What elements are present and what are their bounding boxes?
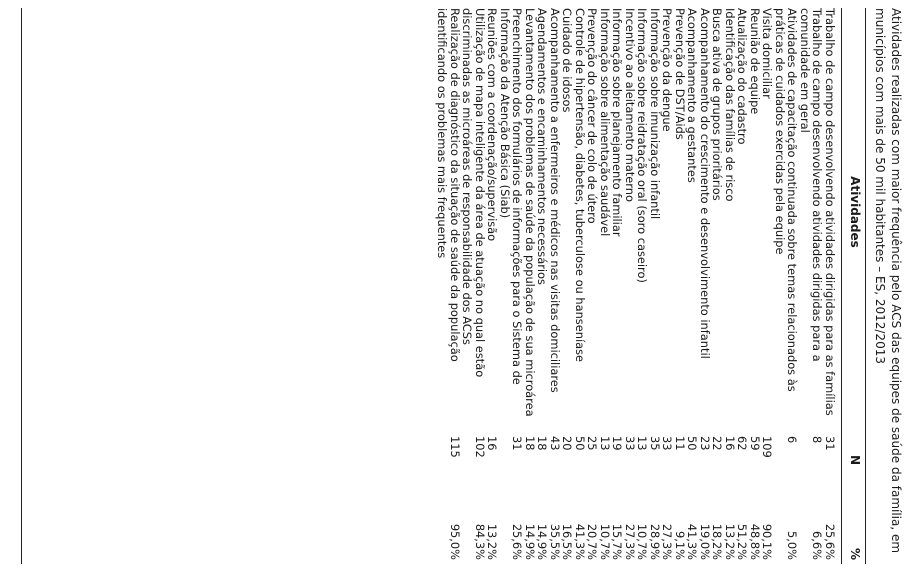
percent-cell: 25,6% — [510, 523, 525, 560]
activity-cell: Trabalho de campo desenvolvendo atividades dirigidas para as famílias — [823, 8, 837, 416]
count-cell: 23 — [698, 436, 712, 451]
table-row — [761, 8, 774, 564]
table-row — [536, 8, 549, 564]
activity-cell: Acompanhamento do crescimento e desenvolvimento infantil — [698, 8, 712, 359]
count-cell: 16 — [485, 436, 500, 451]
count-cell: 19 — [610, 436, 625, 451]
table-row — [499, 8, 524, 564]
percent-cell: 95,0% — [448, 523, 462, 560]
table-row — [574, 8, 587, 564]
header-n: N — [848, 454, 862, 466]
table-row — [549, 8, 562, 564]
activity-cell: Acompanhamento a enfermeiros e médicos nas visitas domiciliares — [548, 8, 562, 393]
table-row — [736, 8, 749, 564]
activity-cell: Controle de hipertensão, diabetes, tuberculose ou hanseníase — [573, 8, 587, 363]
count-cell: 13 — [635, 436, 650, 451]
count-cell: 18 — [535, 436, 550, 451]
table-row — [461, 8, 486, 564]
table-row — [686, 8, 699, 564]
count-cell: 25 — [585, 436, 600, 451]
count-cell: 35 — [648, 436, 662, 451]
table-row — [649, 8, 662, 564]
table-row — [699, 8, 712, 564]
percent-cell: 27,3% — [623, 523, 637, 560]
percent-cell: 13,2% — [485, 523, 500, 560]
table-row — [724, 8, 737, 564]
table-row — [674, 8, 687, 564]
activity-cell: Realização de diagnóstico da situação de saúde da população identificando os problemas mais frequentes — [435, 8, 462, 362]
activity-cell: Identificação das famílias de risco — [723, 8, 737, 202]
activity-cell: Levantamento dos problemas de saúde da população de sua microárea — [523, 8, 537, 417]
percent-cell: 41,3% — [573, 523, 587, 560]
count-cell: 20 — [560, 436, 575, 451]
activity-cell: Acompanhamento a gestantes — [685, 8, 700, 183]
top-rule — [865, 8, 866, 564]
count-cell: 59 — [748, 436, 762, 451]
table-row — [711, 8, 724, 564]
percent-cell: 84,3% — [473, 523, 487, 560]
activity-cell: Reunião de equipe — [748, 8, 762, 115]
activity-cell: Informação sobre alimentação saudável — [598, 8, 612, 237]
activity-cell: Reuniões com a coordenação/supervisão — [485, 8, 500, 242]
count-cell: 22 — [710, 436, 725, 451]
activity-cell: Trabalho de campo desenvolvendo atividades dirigidas para a comunidade em geral — [798, 8, 825, 362]
activity-cell: Busca ativa de grupos prioritários — [710, 8, 725, 201]
activity-cell: Atividades de capacitação continuada sobre temas relacionados às práticas de cuidados exercidas pela equipe — [773, 8, 800, 392]
count-cell: 62 — [735, 436, 750, 451]
count-cell: 13 — [598, 436, 612, 451]
activity-cell: Prevenção da dengue — [660, 8, 675, 132]
count-cell: 115 — [448, 436, 462, 458]
table-row — [561, 8, 574, 564]
table-row — [486, 8, 499, 564]
table-row — [749, 8, 762, 564]
percent-cell: 10,7% — [635, 523, 650, 560]
activity-cell: Incentivo ao aleitamento materno — [623, 8, 637, 202]
activity-cell: Informação sobre imunização infantil — [648, 8, 662, 220]
table-row — [586, 8, 599, 564]
count-cell: 33 — [623, 436, 637, 451]
count-cell: 11 — [673, 436, 687, 451]
count-cell: 43 — [548, 436, 562, 451]
percent-cell: 9,1% — [673, 531, 687, 560]
header-percent: % — [848, 547, 862, 560]
count-cell: 50 — [685, 436, 700, 451]
activity-cell: Cuidado de idosos — [560, 8, 575, 113]
percent-cell: 14,9% — [535, 523, 550, 560]
count-cell: 109 — [760, 436, 775, 458]
count-cell: 33 — [660, 436, 675, 451]
table-row — [611, 8, 624, 564]
percent-cell: 51,2% — [735, 523, 750, 560]
percent-cell: 90,1% — [760, 523, 775, 560]
table-row — [636, 8, 649, 564]
count-cell: 8 — [810, 436, 825, 444]
percent-cell: 5,0% — [785, 531, 800, 560]
count-cell: 31 — [510, 436, 525, 451]
activity-cell: Utilização de mapa inteligente da área de atuação no qual estão discriminadas as microáreas de responsabilidade dos ACSs — [460, 8, 487, 378]
table-row — [524, 8, 537, 564]
percent-cell: 20,7% — [585, 523, 600, 560]
table-row — [624, 8, 637, 564]
percent-cell: 41,3% — [685, 523, 700, 560]
count-cell: 102 — [473, 436, 487, 458]
percent-cell: 13,2% — [723, 523, 737, 560]
activity-cell: Prevenção de DST/Aids — [673, 8, 687, 140]
table-row — [599, 8, 612, 564]
percent-cell: 19,0% — [698, 523, 712, 560]
percent-cell: 25,6% — [823, 523, 837, 560]
percent-cell: 14,9% — [523, 523, 537, 560]
table-row — [799, 8, 824, 564]
activity-cell: Prevenção do câncer de colo de útero — [585, 8, 600, 224]
header-rule — [841, 8, 842, 564]
percent-cell: 15,7% — [610, 523, 625, 560]
count-cell: 31 — [823, 436, 837, 451]
percent-cell: 10,7% — [598, 523, 612, 560]
activity-cell: Visita domiciliar — [760, 8, 775, 99]
percent-cell: 35,5% — [548, 523, 562, 560]
table-caption: Atividades realizadas com maior frequência pelo ACS das equipes de saúde da família, em municípios com mais de 50 mil habitantes – ES, 2012/2013 — [873, 8, 903, 554]
activity-cell: Informação sobre reidratação oral (soro caseiro) — [635, 8, 650, 283]
percent-cell: 28,9% — [648, 523, 662, 560]
table-body — [436, 8, 836, 564]
count-cell: 18 — [523, 436, 537, 451]
percent-cell: 18,2% — [710, 523, 725, 560]
percent-cell: 27,3% — [660, 523, 675, 560]
activity-cell: Agendamentos e encaminhamentos necessários — [535, 8, 550, 285]
percent-cell: 48,8% — [748, 523, 762, 560]
table-row — [436, 8, 461, 564]
count-cell: 16 — [723, 436, 737, 451]
table-row — [824, 8, 837, 564]
count-cell: 6 — [785, 436, 800, 444]
percent-cell: 6,6% — [810, 531, 825, 560]
table-row — [774, 8, 799, 564]
activity-cell: Informação sobre planejamento familiar — [610, 8, 625, 237]
percent-cell: 16,5% — [560, 523, 575, 560]
header-activities: Atividades — [848, 176, 862, 248]
table-row — [661, 8, 674, 564]
activity-cell: Preenchimento dos formulários de informações para o Sistema de Informação da Atenção Básica (Siab) — [498, 8, 525, 385]
bottom-rule — [21, 8, 22, 564]
count-cell: 50 — [573, 436, 587, 451]
activity-cell: Atualização do cadastro — [735, 8, 750, 145]
